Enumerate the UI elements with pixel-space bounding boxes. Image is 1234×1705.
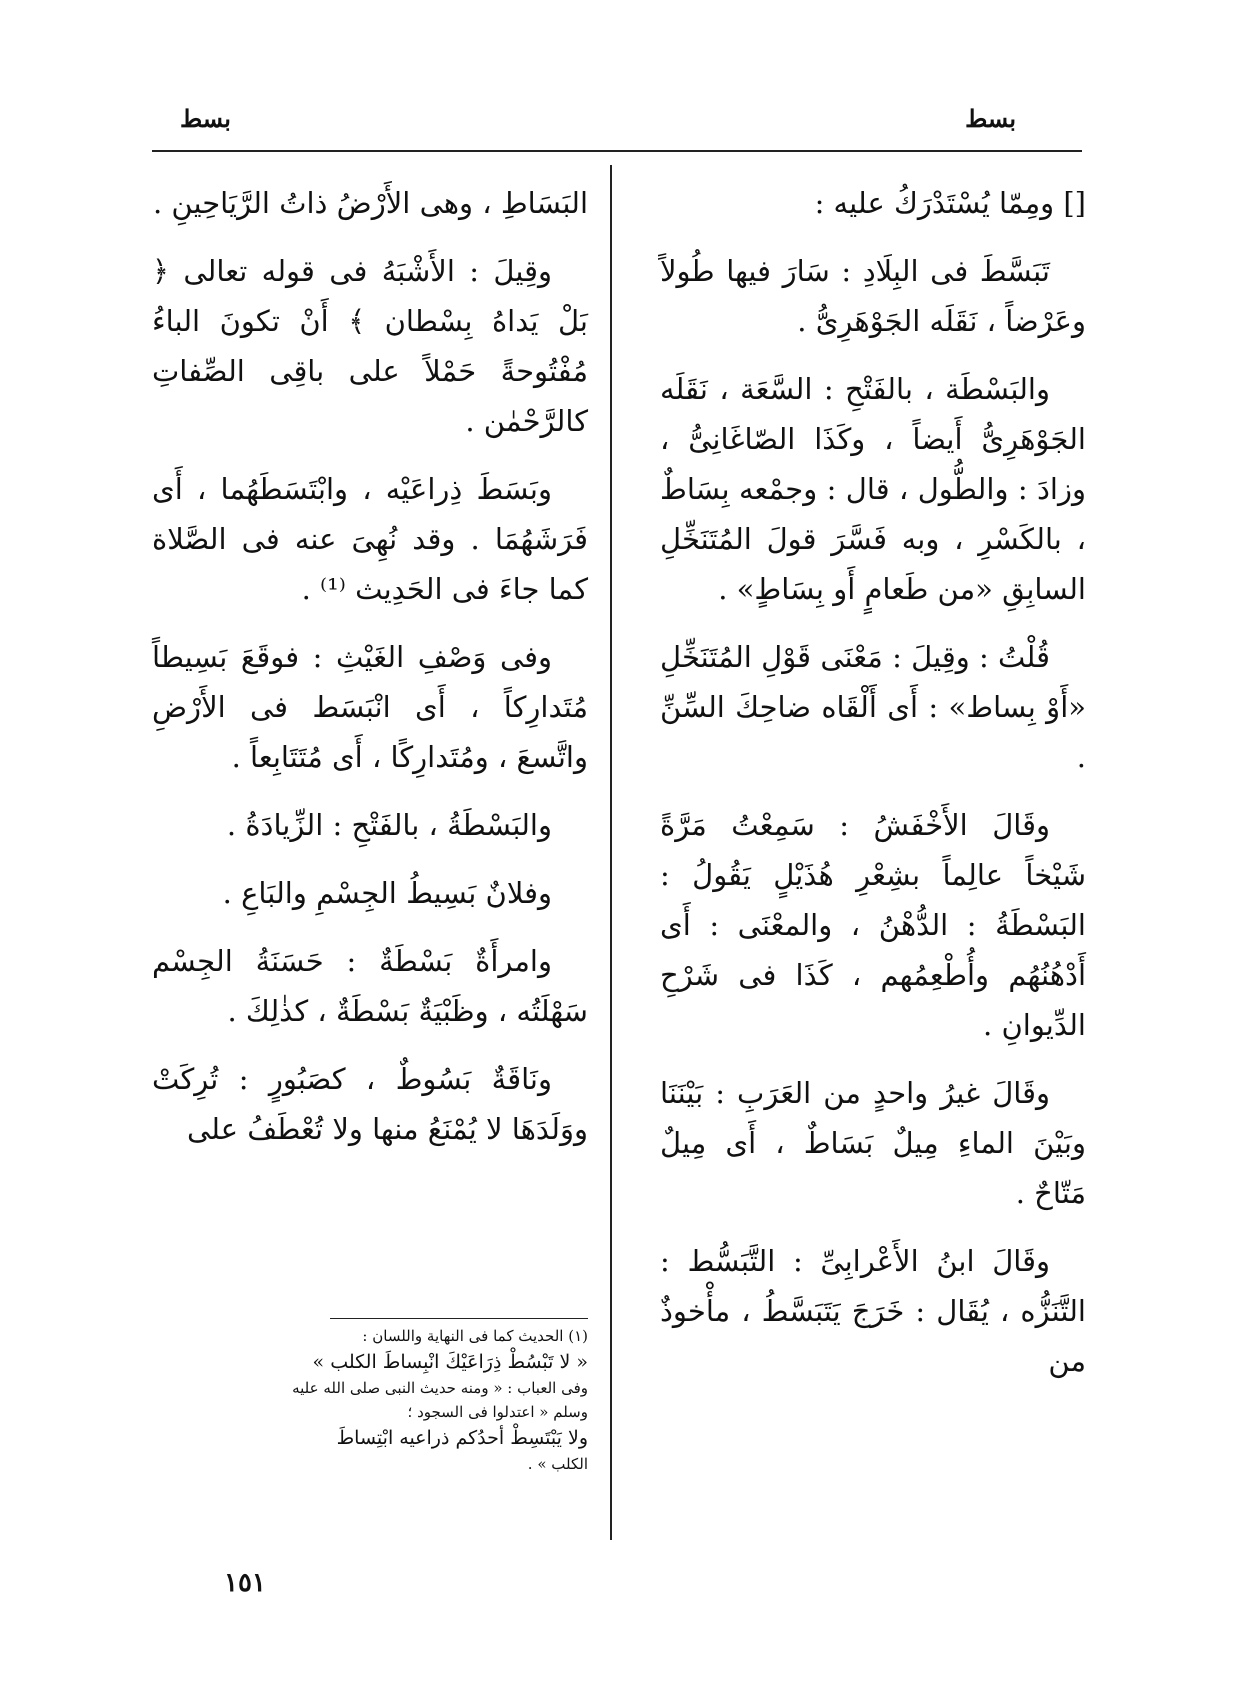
entry-paragraph: وقَالَ غيرُ واحدٍ من العَرَبِ : بَيْنَنَا وبَيْنَ الماءِ مِيلٌ بَسَاطٌ ، أَى مِيلٌ مَتّاحٌ .	[660, 1076, 1086, 1210]
entry-paragraph: وقَالَ ابنُ الأَعْرابِىِّ : التَّبَسُّط : التَّنَزُّه ، يُقَال : خَرَجَ يَتَبَسَّطُ ، مأْخوذٌ من	[660, 1244, 1086, 1378]
entry-paragraph: وبَسَطَ ذِراعَيْه ، وابْتَسَطَهُما ، أَى فَرَشَهُمَا . وقد نُهِىَ عنه فى الصَّلاة كما جاءَ فى الحَدِيث ⁽¹⁾ .	[152, 472, 588, 606]
entry-paragraph: [] ومِمّا يُسْتَدْرَكُ عليه :	[814, 186, 1086, 220]
right-column	[660, 178, 1086, 1404]
entry-paragraph: وقَالَ الأَخْفَشُ : سَمِعْتُ مَرَّةً شَيْخاً عالِماً بشِعْرِ هُذَيْلٍ يَقُولُ : البَسْطَةُ : الدُّهْنُ ، والمعْنَى : أَى أَدْهُنُهُم وأُطْعِمُهم ، كَذَا فى شَرْحِ الدِّيوانِ .	[660, 808, 1086, 1042]
entry-paragraph: قُلْتُ : وقِيلَ : مَعْنَى قَوْلِ المُتَنَخِّلِ «أَوْ بِساط» : أَى أَلْقَاه ضاحِكَ السِّنِّ .	[660, 640, 1086, 774]
entry-paragraph: تَبَسَّطَ فى البِلَادِ : سَارَ فيها طُولاً وعَرْضاً ، نَقَلَه الجَوْهَرِىُّ .	[660, 254, 1086, 338]
footnote-line: الكلب » .	[527, 1455, 588, 1473]
entry-paragraph: والبَسْطَة ، بالفَتْحِ : السَّعَة ، نَقَلَه الجَوْهَرِىُّ أَيضاً ، وكَذَا الصّاغَانِىُّ ، وزادَ : والطُّول ، قال : وجمْعه بِسَاطٌ ، بالكَسْرِ ، وبه فَسَّرَ قولَ المُتَنَخِّلِ السابِقِ «من طَعامٍ أَو بِسَاطٍ» .	[660, 372, 1086, 606]
footnote-line: (١) الحديث كما فى النهاية واللسان :	[362, 1327, 588, 1345]
entry-paragraph: وفى وَصْفِ الغَيْثِ : فوقَعَ بَسِيطاً مُتَدارِكاً ، أَى انْبَسَط فى الأَرْضِ واتَّسعَ ، ومُتَدارِكًا ، أَى مُتَتَابِعاً .	[152, 640, 588, 774]
entry-paragraph: وامرأَةٌ بَسْطَةٌ : حَسَنَةُ الجِسْم سَهْلَتُه ، وظَبْيَةٌ بَسْطَةٌ ، كذٰلِكَ .	[152, 944, 588, 1028]
entry-paragraph: ونَاقَةٌ بَسُوطٌ ، كصَبُورٍ : تُرِكَتْ ووَلَدَهَا لا يُمْنَعُ منها ولا تُعْطَفُ على	[152, 1062, 588, 1146]
entry-paragraph: وفلانٌ بَسِيطُ الجِسْمِ والبَاعِ .	[222, 876, 552, 910]
footnote-line: « لا تَبْسُطْ ذِرَاعَيْكَ انْبِساطَ الكلب »	[312, 1351, 588, 1373]
running-head-right: بسط	[965, 104, 1016, 133]
left-column	[152, 178, 588, 1172]
header-rule	[152, 150, 1082, 152]
entry-paragraph: البَسَاطِ ، وهى الأَرْضُ ذاتُ الرَّيَاحِينِ .	[152, 186, 588, 220]
page-number: ١٥١	[224, 1568, 266, 1598]
footnote-line: وفى العباب : « ومنه حديث النبى صلى الله عليه	[292, 1379, 588, 1397]
footnotes	[152, 1324, 588, 1476]
entry-paragraph: وقِيلَ : الأَشْبَهُ فى قوله تعالى ﴿ بَلْ يَداهُ بِسْطان ﴾ أَنْ تكونَ الباءُ مُفْتُوحةً حَمْلاً على باقِى الصِّفاتِ كالرَّحْمٰن .	[152, 254, 588, 438]
footnote-line: وسلم « اعتدلوا فى السجود ؛	[407, 1403, 588, 1421]
column-divider	[610, 165, 612, 1540]
running-head-left: بسط	[180, 104, 231, 133]
footnote-rule	[330, 1318, 588, 1319]
entry-paragraph: والبَسْطَةُ ، بالفَتْحِ : الزِّيادَةُ .	[226, 808, 552, 842]
footnote-line: ولا يَبْتَسِطْ أحدُكم ذراعيه ابْتِساطَ	[336, 1427, 588, 1449]
